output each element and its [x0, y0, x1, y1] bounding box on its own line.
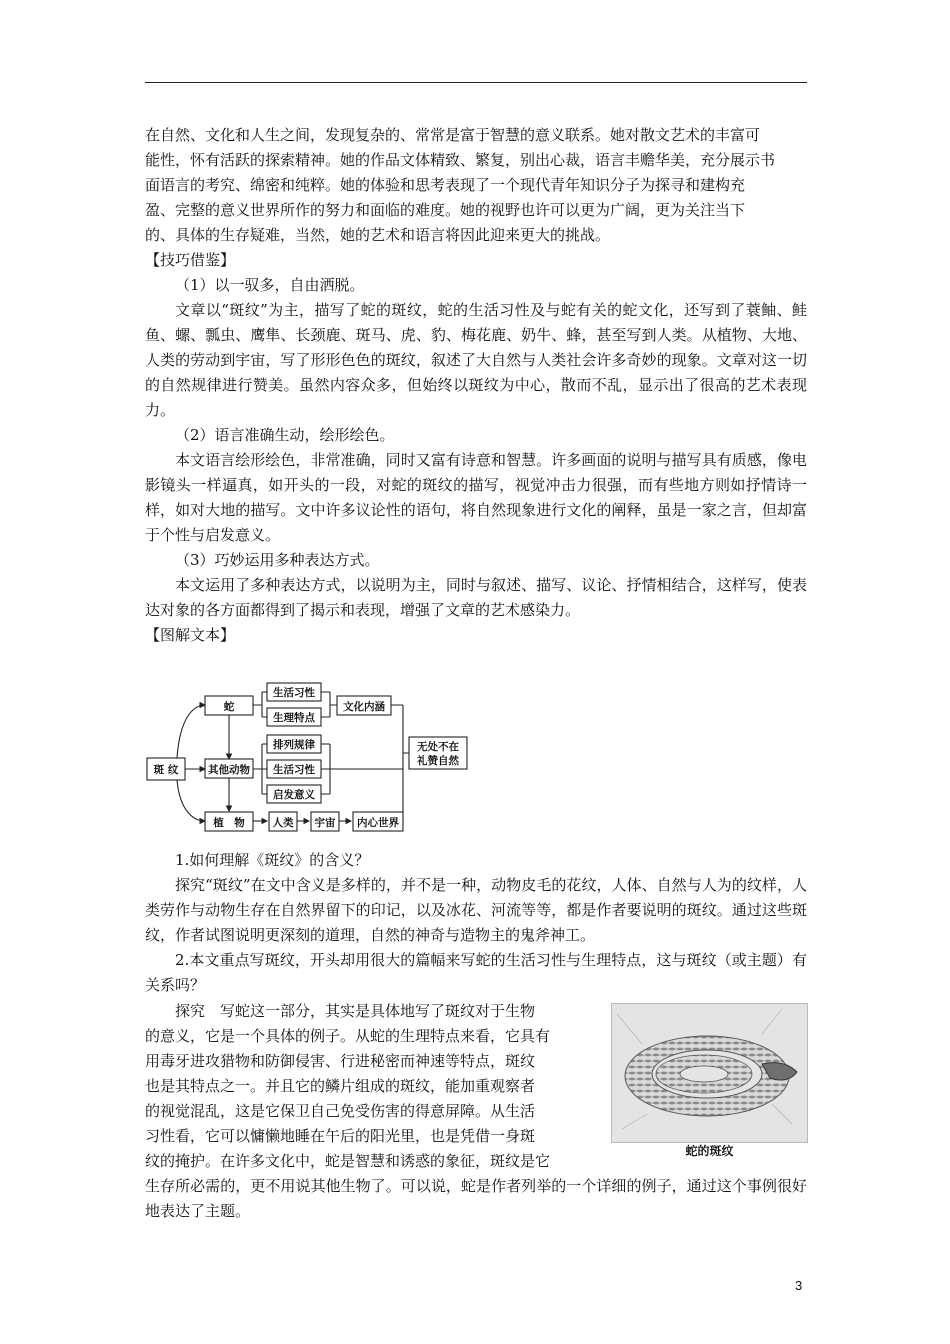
node-culture: 文化内涵: [343, 701, 385, 713]
diagram-heading: 【图解文本】: [145, 626, 236, 644]
answer-1: 探究“斑纹”在文中含义是多样的，并不是一种，动物皮毛的花纹，人体、自然与人为的纹样，人类劳作与动物生存在自然界留下的印记，以及冰花、河流等等，都是作者要说明的斑纹。通过这些斑纹，作者试图说明更深刻的道理，自然的神奇与造物主的鬼斧神工。: [145, 876, 807, 944]
snake-illustration: [612, 1004, 807, 1142]
skill-3-body: 本文运用了多种表达方式，以说明为主，同时与叙述、描写、议论、抒情相结合，这样写，使表达对象的各方面都得到了揭示和表现，增强了文章的艺术感染力。: [145, 576, 807, 619]
skills-heading: 【技巧借鉴】: [145, 251, 236, 269]
node-root: 斑 纹: [153, 764, 179, 776]
skill-1-title: （1）以一驭多，自由洒脱。: [175, 276, 365, 294]
node-plants: 植 物: [213, 817, 245, 829]
structure-diagram: [145, 675, 485, 835]
answer-2-line: 探究 写蛇这一部分，其实是具体地写了斑纹对于生物: [175, 1002, 536, 1020]
node-snake-habits: 生活习性: [273, 687, 315, 699]
node-inspiration: 启发意义: [273, 789, 315, 801]
node-arrangement: 排列规律: [273, 739, 315, 751]
node-universe: 宇宙: [314, 817, 336, 829]
skill-3-title: （3）巧妙运用多种表达方式。: [175, 551, 380, 569]
node-praise-line2: 礼赞自然: [417, 755, 459, 767]
header-rule: [145, 82, 807, 83]
node-praise-line1: 无处不在: [417, 741, 459, 753]
answer-2-line: 也是其特点之一。并且它的鳞片组成的斑纹，能加重观察者: [145, 1077, 536, 1095]
node-inner-world: 内心世界: [357, 817, 399, 829]
snake-pattern-image: [611, 1003, 808, 1143]
node-other-animals: 其他动物: [208, 764, 250, 776]
answer-2-line: 的意义，它是一个具体的例子。从蛇的生理特点来看，它具有: [145, 1027, 551, 1045]
intro-line: 的、具体的生存疑难，当然，她的艺术和语言将因此迎来更大的挑战。: [145, 226, 611, 244]
node-humans: 人类: [272, 817, 294, 829]
answer-2-line: 纹的掩护。在许多文化中，蛇是智慧和诱惑的象征，斑纹是它: [145, 1152, 551, 1170]
intro-line: 面语言的考究、绵密和纯粹。她的体验和思考表现了一个现代青年知识分子为探寻和建构充: [145, 176, 746, 194]
node-snake: 蛇: [223, 701, 235, 713]
node-snake-physio: 生理特点: [273, 712, 315, 724]
question-1: 1.如何理解《斑纹》的含义？: [175, 851, 370, 869]
intro-line: 在自然、文化和人生之间，发现复杂的、常常是富于智慧的意义联系。她对散文艺术的丰富可: [145, 126, 761, 144]
skill-1-body: 文章以“斑纹”为主，描写了蛇的斑纹，蛇的生活习性及与蛇有关的蛇文化，还写到了蓑鲉、鲑鱼、螺、瓢虫、鹰隼、长颈鹿、斑马、虎、豹、梅花鹿、奶牛、蜂，甚至写到人类。从植物、大地、人类的劳动到宇宙，写了形形色色的斑纹，叙述了大自然与人类社会许多奇妙的现象。文章对这一切的自然规律进行赞美。虽然内容众多，但始终以斑纹为中心，散而不乱，显示出了很高的艺术表现力。: [145, 301, 807, 419]
question-2: 2.本文重点写斑纹，开头却用很大的篇幅来写蛇的生活习性与生理特点，这与斑纹（或主题）有关系吗？: [145, 951, 807, 994]
answer-2-line: 习性看，它可以慵懒地睡在午后的阳光里，也是凭借一身斑: [145, 1127, 536, 1145]
figure-caption: 蛇的斑纹: [685, 1144, 734, 1158]
skill-2-body: 本文语言绘形绘色，非常准确，同时又富有诗意和智慧。许多画面的说明与描写具有质感，像电影镜头一样逼真，如开头的一段，对蛇的斑纹的描写，视觉冲击力很强，而有些地方则如抒情诗一样，如对大地的描写。文中许多议论性的语句，将自然现象进行文化的阐释，虽是一家之言，但却富于个性与启发意义。: [145, 451, 807, 544]
skill-2-title: （2）语言准确生动，绘形绘色。: [175, 426, 395, 444]
node-other-habits: 生活习性: [273, 764, 315, 776]
page-number: 3: [795, 1278, 803, 1293]
answer-2-tail: 生存所必需的，更不用说其他生物了。可以说，蛇是作者列举的一个详细的例子，通过这个事例很好地表达了主题。: [145, 1177, 807, 1220]
answer-2-wrapped: [145, 999, 595, 1174]
answer-2-line: 用毒牙进攻猎物和防御侵害、行进秘密而神速等特点，斑纹: [145, 1052, 536, 1070]
intro-line: 盈、完整的意义世界所作的努力和面临的难度。她的视野也许可以更为广阔，更为关注当下: [145, 201, 746, 219]
intro-line: 能性，怀有活跃的探索精神。她的作品文体精致、繁复，别出心裁，语言丰赡华美，充分展示书: [145, 151, 776, 169]
answer-2-line: 的视觉混乱，这是它保卫自己免受伤害的得意屏障。从生活: [145, 1102, 536, 1120]
